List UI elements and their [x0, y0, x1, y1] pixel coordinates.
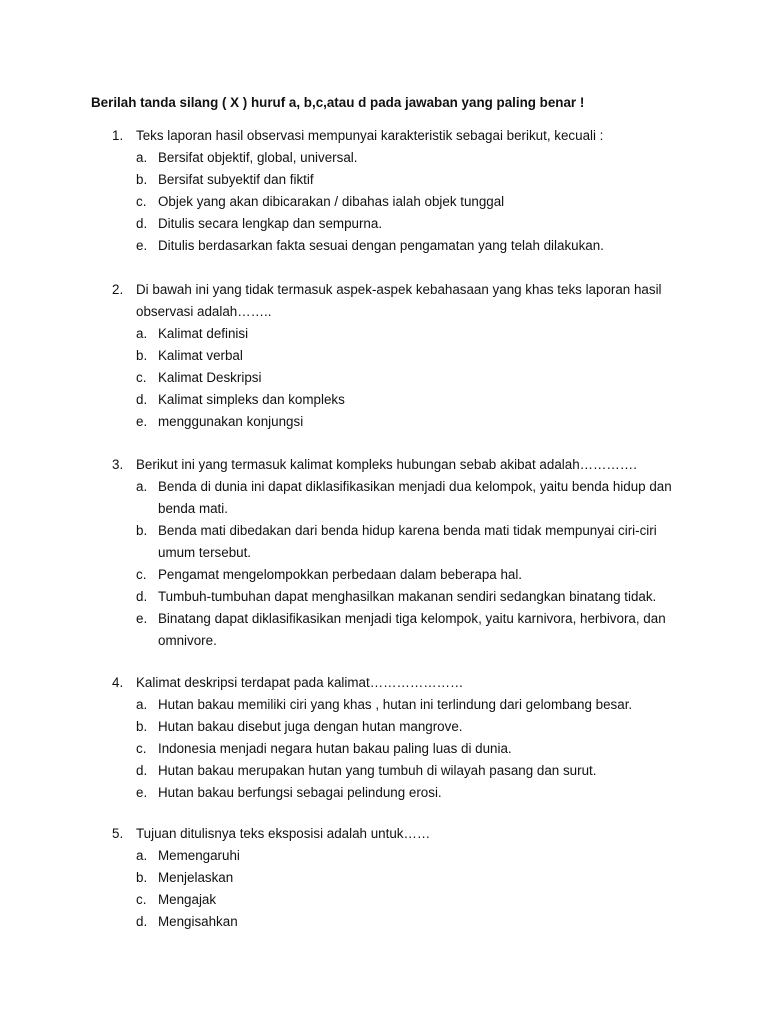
option-text: Mengisahkan	[158, 914, 238, 929]
option-text: Kalimat simpleks dan kompleks	[158, 392, 345, 407]
option-item	[0, 889, 768, 911]
option-letter: b.	[136, 523, 148, 538]
option-letter: e.	[136, 414, 148, 429]
option-letter: d.	[136, 216, 148, 231]
option-letter: e.	[136, 611, 148, 626]
option-item	[0, 323, 768, 345]
option-letter: b.	[136, 870, 148, 885]
option-text: Kalimat Deskripsi	[158, 370, 262, 385]
option-text: Pengamat mengelompokkan perbedaan dalam beberapa hal.	[158, 567, 523, 582]
option-item	[0, 845, 768, 867]
option-letter: d.	[136, 392, 148, 407]
option-item	[0, 760, 768, 782]
question-number: 2.	[112, 282, 124, 297]
question-number: 5.	[112, 826, 124, 841]
option-text: Hutan bakau disebut juga dengan hutan mangrove.	[158, 719, 463, 734]
option-text: Kalimat verbal	[158, 348, 243, 363]
option-text: Objek yang akan dibicarakan / dibahas ialah objek tunggal	[158, 194, 505, 209]
question-number: 4.	[112, 675, 124, 690]
question-text: Teks laporan hasil observasi mempunyai karakteristik sebagai berikut, kecuali :	[136, 128, 604, 143]
option-text: Bersifat objektif, global, universal.	[158, 150, 358, 165]
option-item	[0, 564, 768, 586]
option-text: Benda mati dibedakan dari benda hidup karena benda mati tidak mempunyai ciri-ciri umum tersebut.	[158, 523, 657, 560]
instruction-text: Berilah tanda silang ( X ) huruf a, b,c,atau d pada jawaban yang paling benar !	[91, 95, 585, 110]
option-text: Menjelaskan	[158, 870, 234, 885]
option-letter: e.	[136, 238, 148, 253]
option-letter: c.	[136, 370, 147, 385]
option-item	[0, 213, 768, 235]
option-item	[0, 716, 768, 738]
option-letter: d.	[136, 763, 148, 778]
option-item	[0, 476, 768, 520]
option-list	[0, 476, 768, 652]
option-text: Hutan bakau memiliki ciri yang khas , hutan ini terlindung dari gelombang besar.	[158, 697, 633, 712]
option-letter: b.	[136, 348, 148, 363]
question-number: 3.	[112, 457, 124, 472]
option-item	[0, 608, 768, 652]
option-item	[0, 169, 768, 191]
option-item	[0, 411, 768, 433]
option-letter: a.	[136, 848, 148, 863]
option-item	[0, 911, 768, 933]
option-text: Tumbuh-tumbuhan dapat menghasilkan makanan sendiri sedangkan binatang tidak.	[158, 589, 657, 604]
option-letter: c.	[136, 892, 147, 907]
option-item	[0, 367, 768, 389]
option-letter: b.	[136, 719, 148, 734]
option-text: Ditulis secara lengkap dan sempurna.	[158, 216, 383, 231]
option-letter: a.	[136, 326, 148, 341]
option-item	[0, 782, 768, 804]
option-item	[0, 586, 768, 608]
question-text: Di bawah ini yang tidak termasuk aspek-aspek kebahasaan yang khas teks laporan hasil observasi adalah……..	[136, 282, 662, 319]
option-text: Hutan bakau merupakan hutan yang tumbuh di wilayah pasang dan surut.	[158, 763, 597, 778]
option-letter: a.	[136, 697, 148, 712]
question-text: Berikut ini yang termasuk kalimat kompleks hubungan sebab akibat adalah………….	[136, 457, 637, 472]
option-letter: c.	[136, 741, 147, 756]
question-number: 1.	[112, 128, 124, 143]
option-item	[0, 738, 768, 760]
option-item	[0, 235, 768, 257]
option-letter: a.	[136, 479, 148, 494]
option-text: Memengaruhi	[158, 848, 240, 863]
option-text: Mengajak	[158, 892, 217, 907]
option-text: Bersifat subyektif dan fiktif	[158, 172, 314, 187]
option-letter: c.	[136, 567, 147, 582]
option-text: Indonesia menjadi negara hutan bakau paling luas di dunia.	[158, 741, 512, 756]
question-text: Kalimat deskripsi terdapat pada kalimat…………………	[136, 675, 464, 690]
option-item	[0, 867, 768, 889]
option-item	[0, 389, 768, 411]
option-letter: a.	[136, 150, 148, 165]
option-list	[0, 323, 768, 433]
option-letter: b.	[136, 172, 148, 187]
option-letter: e.	[136, 785, 148, 800]
option-item	[0, 694, 768, 716]
option-text: Ditulis berdasarkan fakta sesuai dengan pengamatan yang telah dilakukan.	[158, 238, 604, 253]
option-item	[0, 191, 768, 213]
option-text: Binatang dapat diklasifikasikan menjadi tiga kelompok, yaitu karnivora, herbivora, dan omnivore.	[158, 611, 666, 648]
option-text: Kalimat definisi	[158, 326, 249, 341]
option-text: menggunakan konjungsi	[158, 414, 304, 429]
option-item	[0, 520, 768, 564]
option-text: Benda di dunia ini dapat diklasifikasikan menjadi dua kelompok, yaitu benda hidup dan benda mati.	[158, 479, 672, 516]
option-item	[0, 147, 768, 169]
option-list	[0, 694, 768, 804]
option-list	[0, 845, 768, 933]
option-list	[0, 147, 768, 257]
option-letter: d.	[136, 589, 148, 604]
option-item	[0, 345, 768, 367]
option-letter: c.	[136, 194, 147, 209]
option-text: Hutan bakau berfungsi sebagai pelindung erosi.	[158, 785, 442, 800]
question-text: Tujuan ditulisnya teks eksposisi adalah untuk……	[136, 826, 431, 841]
option-letter: d.	[136, 914, 148, 929]
